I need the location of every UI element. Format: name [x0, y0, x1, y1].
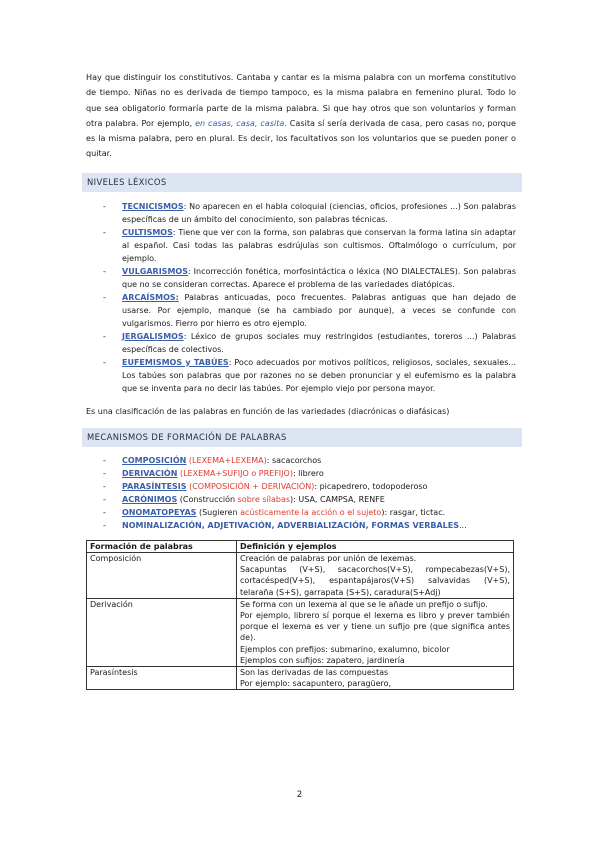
- mechanism-example: ): rasgar, tictac.: [381, 507, 446, 517]
- list-dash: -: [103, 201, 106, 211]
- mechanism-item: [86, 506, 516, 519]
- list-dash: -: [103, 266, 106, 276]
- table-row: [87, 667, 514, 690]
- level-description: : Incorrección fonética, morfosintáctica o léxica (NO DIALECTALES). Son palabras que no se consideran correctas. Aparece el problema de las variedades diatópicas.: [122, 266, 516, 289]
- intro-text-2: Casita sí sería derivada de casa, pero casas no, porque es la misma palabra, pero en plural. Es decir, los facultativos son los voluntarios que se pueden poner o quitar.: [86, 117, 517, 159]
- formation-name-cell: Parasíntesis: [87, 667, 237, 690]
- mechanism-example: ...: [458, 520, 467, 530]
- list-dash: -: [103, 481, 106, 491]
- level-description: : Poco adecuados por motivos políticos, religiosos, sociales, sexuales... Los tabúes son palabras que por razones no se deben pronunciar y el eufemismo es la palabra que se inventa para no decir las tabúes. Por ejemplo viejo por persona mayor.: [122, 357, 516, 393]
- mechanism-term: DERIVACIÓN: [122, 468, 178, 478]
- definition-line: Se forma con un lexema al que se le añade un prefijo o sufijo.: [240, 599, 488, 609]
- table-row: [87, 552, 514, 598]
- mechanism-term: COMPOSICIÓN: [122, 455, 187, 465]
- mechanism-item: [86, 454, 516, 467]
- list-dash: -: [103, 455, 106, 465]
- definition-line: Por ejemplo, librero sí porque el lexema es libro y prever también porque el lexema es ver y tiene un sufijo pre (que significa antes de).: [240, 611, 510, 643]
- level-description: : No aparecen en el habla coloquial (ciencias, oficios, profesiones ...) Son palabras específicas de un ámbito del conocimiento, son palabras técnicas.: [122, 201, 516, 224]
- level-term: EUFEMISMOS y TABÚES: [122, 357, 229, 367]
- table-header-row: [87, 540, 514, 552]
- mechanism-term: NOMINALIZACIÓN, ADJETIVACIÓN, ADVERBIALIZACIÓN, FORMAS VERBALES: [122, 520, 459, 530]
- definition-line: Ejemplos con sufijos: zapatero, jardinería: [240, 655, 405, 665]
- list-dash: -: [103, 357, 106, 367]
- formation-name-cell: Composición: [87, 552, 237, 598]
- intro-examples: en casas, casa, casita.: [195, 117, 287, 128]
- levels-list: [86, 200, 516, 395]
- definition-line: Son las derivadas de las compuestas: [240, 668, 389, 678]
- level-term: TECNICISMOS: [122, 201, 184, 211]
- mechanism-item: [86, 480, 516, 493]
- definition-cell: [237, 598, 514, 666]
- list-dash: -: [103, 227, 106, 237]
- mechanism-example: : librero: [292, 468, 324, 478]
- level-term: JERGALISMOS: [122, 331, 184, 341]
- mechanism-structure: (LEXEMA+LEXEMA): [186, 455, 267, 465]
- list-dash: -: [103, 292, 106, 302]
- mechanism-term: ONOMATOPEYAS: [122, 507, 197, 517]
- section-heading-mecanismos: MECANISMOS DE FORMACIÓN DE PALABRAS: [82, 428, 522, 447]
- level-item: [86, 265, 516, 291]
- list-dash: -: [103, 520, 106, 530]
- mechanism-structure: (COMPOSICIÓN + DERIVACIÓN): [186, 481, 315, 491]
- list-dash: -: [103, 468, 106, 478]
- level-term: CULTISMOS: [122, 227, 173, 237]
- level-item: [86, 291, 516, 330]
- mechanism-example: : sacacorchos: [266, 455, 322, 465]
- list-dash: -: [103, 494, 106, 504]
- mechanism-structure: acústicamente la acción o el sujeto: [240, 507, 382, 517]
- mechanism-item: [86, 519, 516, 532]
- definition-line: Ejemplos con prefijos: submarino, exalumno, bicolor: [240, 644, 450, 654]
- mechanism-example: : picapedrero, todopoderoso: [314, 481, 428, 491]
- level-description: : Tiene que ver con la forma, son palabras que conservan la forma latina sin adaptar al español. Casi todas las palabras esdrújulas son cultismos. Oftalmólogo o currículum, por ejemplo.: [122, 227, 516, 263]
- level-description: : Léxico de grupos sociales muy restringidos (estudiantes, toreros ...) Palabras específicas de colectivos.: [122, 331, 516, 354]
- table-body: [87, 552, 514, 689]
- mechanisms-list: [86, 454, 516, 532]
- page-content: [86, 70, 516, 690]
- definition-line: Por ejemplo: sacapuntero, paragüero,: [240, 679, 392, 689]
- level-term: ARCAÍSMOS:: [122, 292, 179, 302]
- mechanism-term: PARASÍNTESIS: [122, 481, 187, 491]
- definition-line: Sacapuntas (V+S), sacacorchos(V+S), rompecabezas(V+S), cortacésped(V+S), espantapájaros(V+S) salvavidas (V+S), telaraña (S+S), garrapata (S+S), caradura(S+Adj): [240, 565, 510, 597]
- mechanism-term: ACRÓNIMOS: [122, 494, 178, 504]
- level-item: [86, 226, 516, 265]
- table-header-formation: Formación de palabras: [87, 540, 237, 552]
- intro-paragraph: [86, 70, 516, 162]
- intro-text-1: Hay que distinguir los constitutivos. Cantaba y cantar es la misma palabra con un morfema constitutivo de tiempo. Niñas no es derivada de tiempo tampoco, es la misma palabra en femenino plural. Todo lo que sea obligatorio formaría parte de la misma palabra. Si que hay otros que son voluntarios y forman otra palabra. Por ejemplo,: [86, 72, 516, 128]
- level-description: Palabras anticuadas, poco frecuentes. Palabras antiguas que han dejado de usarse. Por ejemplo, manque (se ha cambiado por aunque), a veces se confunde con vulgarismos. Fierro por hierro es otro ejemplo.: [122, 292, 516, 328]
- definition-cell: [237, 552, 514, 598]
- list-dash: -: [103, 507, 106, 517]
- page-number: 2: [296, 790, 303, 800]
- mechanism-structure: (LEXEMA+SUFIJO o PREFIJO): [177, 468, 293, 478]
- mechanism-note: (Sugieren: [196, 507, 241, 517]
- level-term: VULGARISMOS: [122, 266, 188, 276]
- mechanism-item: [86, 467, 516, 480]
- list-dash: -: [103, 331, 106, 341]
- table-row: [87, 598, 514, 666]
- definition-cell: [237, 667, 514, 690]
- formation-table: [86, 540, 514, 691]
- level-item: [86, 330, 516, 356]
- level-item: [86, 356, 516, 395]
- levels-summary: Es una clasificación de las palabras en función de las variedades (diacrónicas o diafásicas): [86, 406, 450, 416]
- mechanism-note: (Construcción: [177, 494, 238, 504]
- definition-line: Creación de palabras por unión de lexemas.: [240, 553, 417, 563]
- mechanism-example: ): USA, CAMPSA, RENFE: [290, 494, 385, 504]
- mechanism-item: [86, 493, 516, 506]
- table-header-definition: Definición y ejemplos: [237, 540, 514, 552]
- section-heading-niveles: NIVELES LÉXICOS: [82, 173, 522, 192]
- level-item: [86, 200, 516, 226]
- mechanism-structure: sobre sílabas: [237, 494, 291, 504]
- formation-name-cell: Derivación: [87, 598, 237, 666]
